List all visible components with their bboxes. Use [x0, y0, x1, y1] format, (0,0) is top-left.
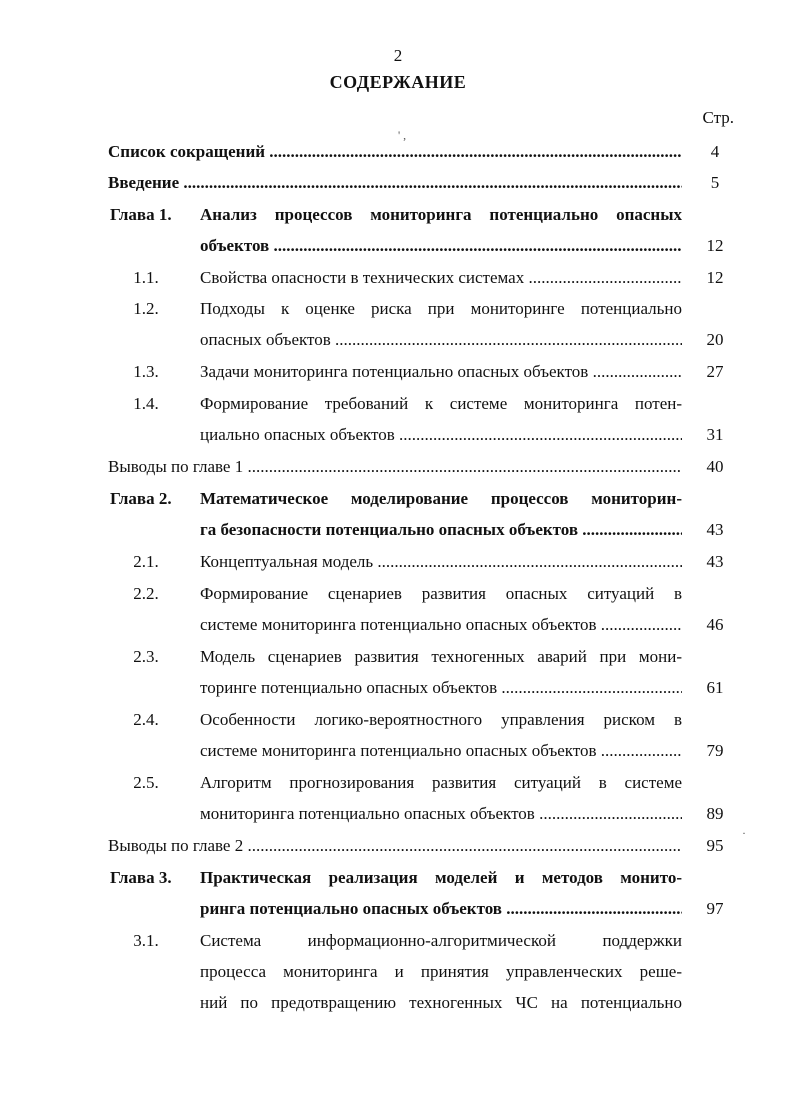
section-title-line: Система информационно-алгоритмической поддержки [200, 931, 682, 950]
toc-page-number: 12 [706, 268, 724, 287]
toc-entry-text: Введение ..... [108, 171, 682, 195]
chapter-title-line: объектов ..... [200, 234, 682, 258]
toc-page-number: 97 [706, 899, 724, 918]
toc-page-number: 5 [710, 173, 720, 192]
scan-speck-mark: ' , [398, 128, 407, 142]
section-title-line: торинге потенциально опасных объектов ..... [200, 676, 682, 700]
toc-page-number: 61 [706, 678, 724, 697]
section-title-line: Задачи мониторинга потенциально опасных объектов ..... [200, 360, 682, 384]
toc-page-number: 43 [706, 520, 724, 539]
chapter-title-line: га безопасности потенциально опасных объектов ..... [200, 518, 682, 542]
section-title-line: процесса мониторинга и принятия управленческих реше- [200, 962, 682, 981]
chapter-label: Глава 1. [110, 205, 172, 224]
section-title-line: Модель сценариев развития техногенных аварий при мони- [200, 647, 682, 666]
scan-speck-mark: · [742, 826, 746, 840]
toc-page-number: 46 [706, 615, 724, 634]
chapter-title-line: Практическая реализация моделей и методов монито- [200, 868, 682, 887]
section-title-line: ний по предотвращению техногенных ЧС на потенциально [200, 993, 682, 1012]
toc-page-number: 27 [706, 362, 724, 381]
section-number: 2.5. [133, 773, 159, 792]
page-number: 2 [393, 46, 403, 65]
section-title-line: Особенности логико-вероятностного управления риском в [200, 710, 682, 729]
section-number: 1.1. [133, 268, 159, 287]
page-title: СОДЕРЖАНИЕ [329, 72, 467, 92]
section-title-line: опасных объектов ..... [200, 328, 682, 352]
section-number: 1.3. [133, 362, 159, 381]
toc-page-number: 40 [706, 457, 724, 476]
chapter-title-line: Математическое моделирование процессов мониторин- [200, 489, 682, 508]
section-number: 3.1. [133, 931, 159, 950]
section-title-line: системе мониторинга потенциально опасных объектов ..... [200, 739, 682, 763]
section-title-line: Концептуальная модель ..... [200, 550, 682, 574]
section-number: 2.1. [133, 552, 159, 571]
toc-entry-text: Список сокращений ..... [108, 140, 682, 164]
section-number: 2.2. [133, 584, 159, 603]
page-column-label: Стр. [702, 108, 734, 127]
section-number: 1.2. [133, 299, 159, 318]
chapter-title-line: Анализ процессов мониторинга потенциально опасных [200, 205, 682, 224]
toc-page-number: 12 [706, 236, 724, 255]
toc-page-number: 20 [706, 330, 724, 349]
toc-page-number: 31 [706, 425, 724, 444]
toc-entry-text: Выводы по главе 1 ..... [108, 455, 682, 479]
toc-page-number: 95 [706, 836, 724, 855]
section-title-line: Формирование требований к системе мониторинга потен- [200, 394, 682, 413]
toc-page-number: 89 [706, 804, 724, 823]
toc-page-number: 79 [706, 741, 724, 760]
section-number: 2.3. [133, 647, 159, 666]
toc-page-number: 43 [706, 552, 724, 571]
chapter-label: Глава 3. [110, 868, 172, 887]
section-title-line: Формирование сценариев развития опасных ситуаций в [200, 584, 682, 603]
section-title-line: циально опасных объектов ..... [200, 423, 682, 447]
section-title-line: мониторинга потенциально опасных объектов ..... [200, 802, 682, 826]
toc-entry-text: Выводы по главе 2 ..... [108, 834, 682, 858]
chapter-title-line: ринга потенциально опасных объектов ..... [200, 897, 682, 921]
section-title-line: Подходы к оценке риска при мониторинге потенциально [200, 299, 682, 318]
section-title-line: Свойства опасности в технических системах ..... [200, 266, 682, 290]
section-number: 1.4. [133, 394, 159, 413]
section-number: 2.4. [133, 710, 159, 729]
section-title-line: Алгоритм прогнозирования развития ситуаций в системе [200, 773, 682, 792]
section-title-line: системе мониторинга потенциально опасных объектов ..... [200, 613, 682, 637]
toc-page-number: 4 [710, 142, 720, 161]
chapter-label: Глава 2. [110, 489, 172, 508]
